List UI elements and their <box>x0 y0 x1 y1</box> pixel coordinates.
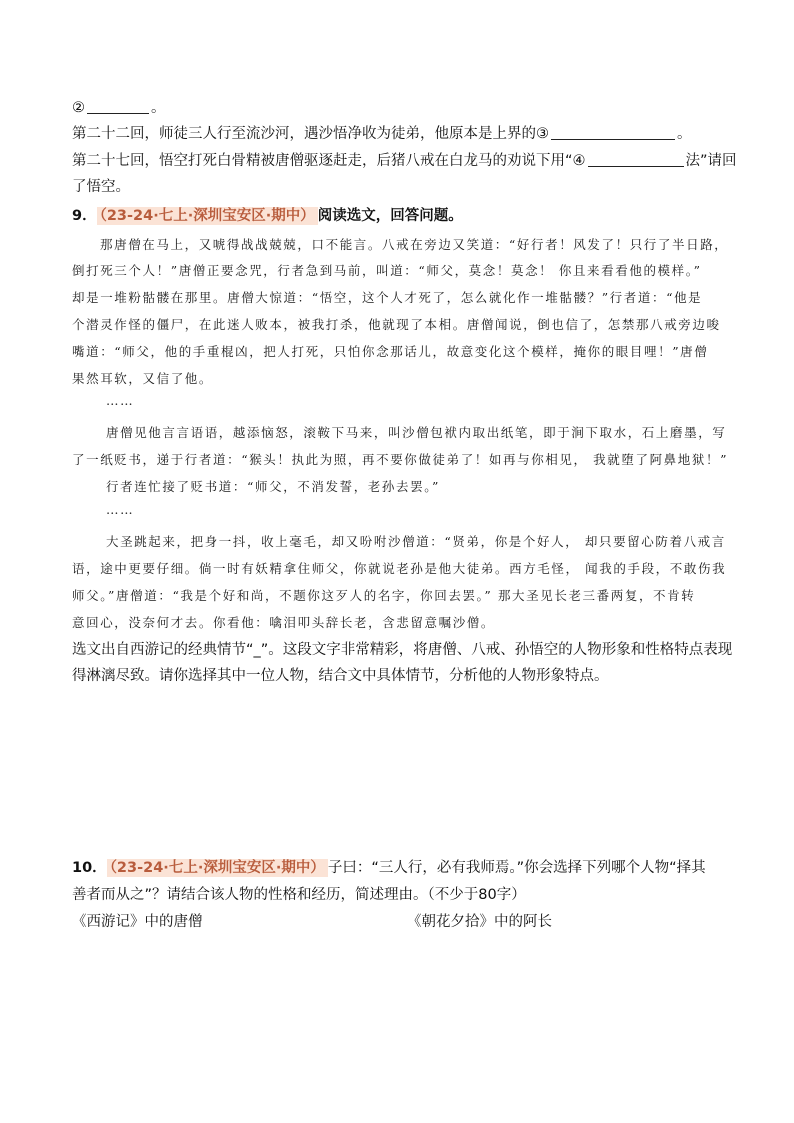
source-tag: （23-24·七上·深圳宝安区·期中） <box>107 859 328 877</box>
passage-line: 唐僧见他言言语语，越添恼怒，滚鞍下马来，叫沙僧包袱内取出纸笔，即于涧下取水，石上磨墨，写 <box>106 425 727 440</box>
question-9-prompt: 得淋漓尽致。请你选择其中一位人物，结合文中具体情节，分析他的人物形象特点。 <box>72 668 609 684</box>
question-text: 子曰：“三人行，必有我师焉。”你会选择下列哪个人物“择其 <box>327 860 706 876</box>
passage-line: 却是一堆粉骷髅在那里。唐僧大惊道：“悟空，这个人才死了，怎么就化作一堆骷髅？”行者道：“他是 <box>72 290 703 305</box>
answer-line-2: ② 。 <box>72 100 166 116</box>
passage-line: 倒打死三个人！”唐僧正要念咒，行者急到马前，叫道：“师父，莫念！莫念！ 你且来看看他的模样。” <box>72 263 702 278</box>
question-instruction: 阅读选文，回答问题。 <box>317 208 463 224</box>
answer-blank[interactable] <box>87 99 149 114</box>
answer-line-4-cont: 了悟空。 <box>72 179 130 195</box>
question-9-header <box>72 204 463 225</box>
answer-blank[interactable] <box>551 125 675 140</box>
option-a: 《西游记》中的唐僧 <box>72 914 203 930</box>
passage-line: 师父。”唐僧道：“我是个好和尚，不题你这歹人的名字，你回去罢。” 那大圣见长老三番两复，不肯转 <box>72 588 696 603</box>
answer-area[interactable] <box>72 700 722 840</box>
passage-line: 行者连忙接了贬书道：“师父，不消发誓，老孙去罢。” <box>106 479 441 494</box>
passage-line: 果然耳软，又信了他。 <box>72 371 214 386</box>
source-tag: （23-24·七上·深圳宝安区·期中） <box>97 207 318 225</box>
ellipsis: …… <box>106 393 135 408</box>
answer-line-3: 第二十二回，师徒三人行至流沙河，遇沙悟净收为徒弟，他原本是上界的③ 。 <box>72 126 692 142</box>
ellipsis: …… <box>106 502 135 517</box>
passage-line: 嘴道：“师父，他的手重棍凶，把人打死，只怕你念那话儿，故意变化这个模样，掩你的眼目哩！”唐僧 <box>72 344 709 359</box>
passage-line: 语，途中更要仔细。倘一时有妖精拿住师父，你就说老孙是他大徒弟。西方毛怪， 闻我的手段，不敢伤我 <box>72 561 727 576</box>
circled-marker: ② <box>72 100 85 116</box>
question-number: 9． <box>72 208 97 224</box>
passage-line: 个潜灵作怪的僵尸，在此迷人败本，被我打杀，他就现了本相。唐僧闻说，倒也信了，怎禁那八戒旁边唆 <box>72 317 721 332</box>
question-number: 10． <box>72 860 107 876</box>
passage-line: 了一纸贬书，递于行者道：“猴头！执此为照，再不要你做徒弟了！如再与你相见， 我就堕了阿鼻地狱！” <box>72 452 729 467</box>
option-b: 《朝花夕拾》中的阿长 <box>407 914 552 930</box>
answer-line-4: 第二十七回，悟空打死白骨精被唐僧驱逐赶走，后猪八戒在白龙马的劝说下用“④ 法”请回 <box>72 153 737 169</box>
question-10-text: 善者而从之”？请结合该人物的性格和经历，简述理由。（不少于80字） <box>72 887 526 903</box>
question-10-header <box>72 856 706 877</box>
question-9-prompt: 选文出自西游记的经典情节“_”。这段文字非常精彩，将唐僧、八戒、孙悟空的人物形象和性格特点表现 <box>72 642 733 658</box>
passage-line: 大圣跳起来，把身一抖，收上毫毛，却又吩咐沙僧道：“贤弟，你是个好人， 却只要留心防着八戒言 <box>106 534 726 549</box>
passage-line: 那唐僧在马上，又唬得战战兢兢，口不能言。八戒在旁边又笑道：“好行者！风发了！只行了半日路， <box>100 237 729 252</box>
answer-blank[interactable] <box>588 152 684 167</box>
passage-line: 意回心，没奈何才去。你看他：噙泪叩头辞长老，含悲留意嘱沙僧。 <box>72 615 496 630</box>
